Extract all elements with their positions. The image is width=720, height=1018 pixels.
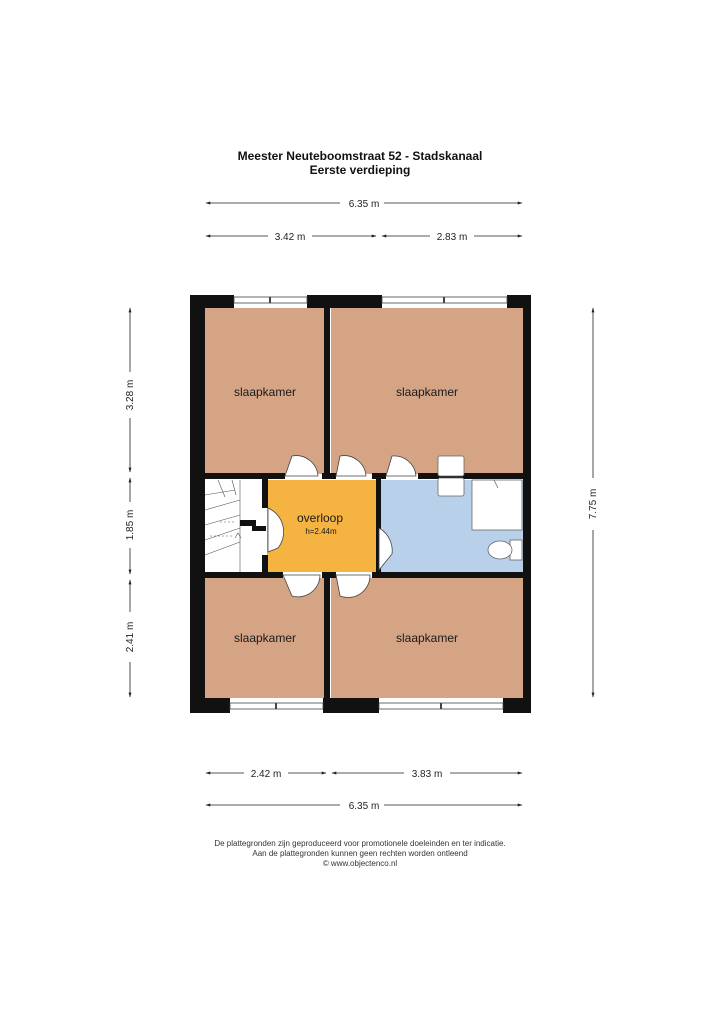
dimension-label: 3.83 m (411, 769, 443, 780)
copyright-line: © www.objectenco.nl (322, 859, 398, 868)
stair-rail (240, 520, 256, 526)
room-label-bedroom-nw: slaapkamer (233, 385, 297, 399)
room-label-bedroom-sw: slaapkamer (233, 631, 297, 645)
dimension-bottom-right (332, 769, 522, 780)
room-label-bedroom-se: slaapkamer (395, 631, 459, 645)
dimension-label: 2.41 m (125, 621, 136, 653)
landing-height-label: h=2.44m (305, 527, 337, 536)
dimension-label: 3.42 m (274, 232, 306, 243)
dimension-bottom-left (206, 769, 326, 780)
dimension-left-top (125, 308, 136, 472)
dimension-label: 3.28 m (125, 379, 136, 411)
dimension-left-mid (125, 478, 136, 574)
dimension-label: 2.83 m (436, 232, 468, 243)
dimension-label: 6.35 m (348, 801, 380, 812)
dimension-top-right (382, 232, 522, 243)
dimension-left-bottom (125, 580, 136, 697)
dimension-label: 1.85 m (125, 509, 136, 541)
room-label-landing: overloop (296, 511, 344, 525)
plan-title-address: Meester Neuteboomstraat 52 - Stadskanaal (237, 149, 483, 163)
shower-icon (472, 480, 522, 530)
dimension-label: 2.42 m (250, 769, 282, 780)
room-label-bedroom-ne: slaapkamer (395, 385, 459, 399)
landing-fill (267, 480, 377, 572)
washbasin-icon (438, 478, 464, 496)
plan-title-floor: Eerste verdieping (309, 163, 411, 177)
dimension-label: 7.75 m (588, 488, 599, 520)
disclaimer-line-2: Aan de plattegronden kunnen geen rechten worden ontleend (252, 849, 468, 858)
dimension-label: 6.35 m (348, 199, 380, 210)
toilet-icon (488, 541, 512, 559)
disclaimer-line-1: De plattegronden zijn geproduceerd voor promotionele doeleinden en ter indicatie. (214, 839, 506, 848)
dimension-top-total (206, 199, 522, 210)
stair-rail (252, 526, 266, 531)
sink-icon (438, 456, 464, 476)
dimension-top-left (206, 232, 376, 243)
dimension-right-total (588, 308, 599, 697)
dimension-bottom-total (206, 801, 522, 812)
